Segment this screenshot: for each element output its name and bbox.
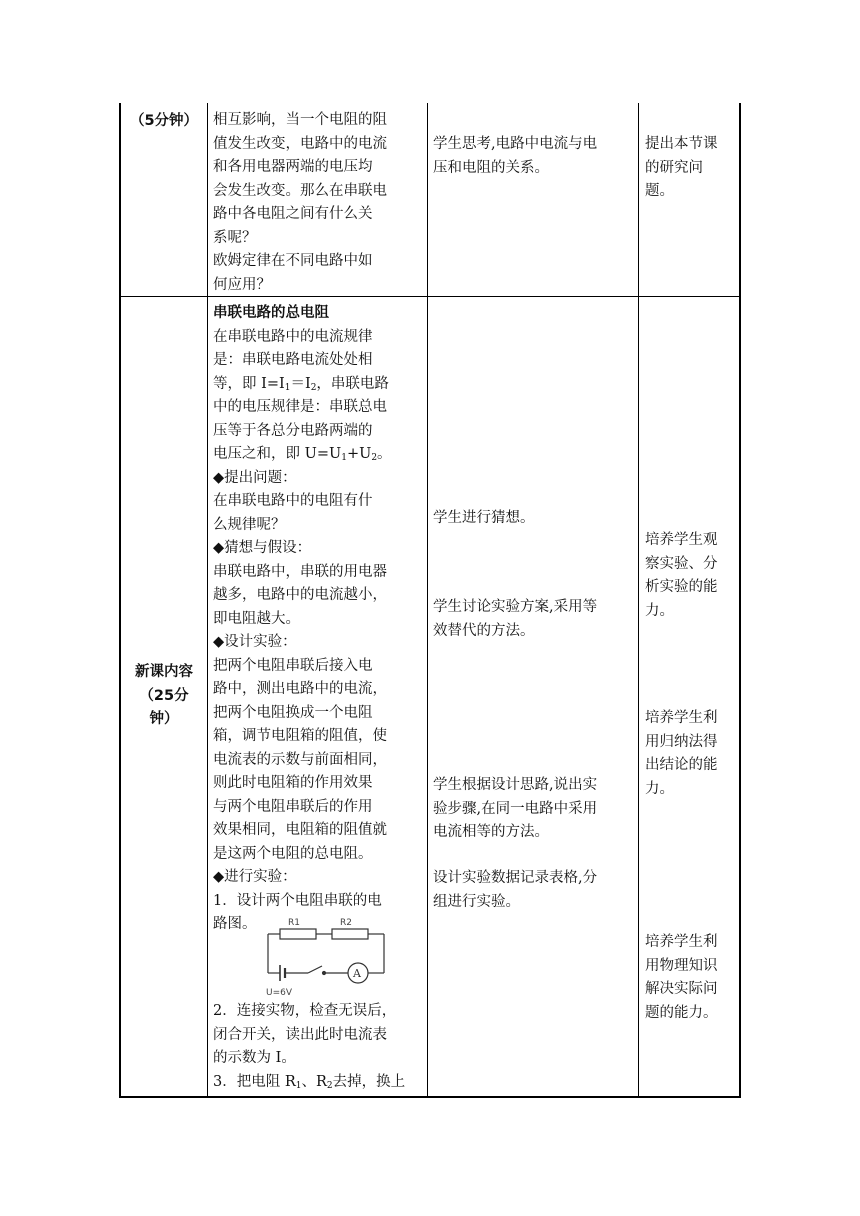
current-equation-line: 等，即 $I=I_1=I_2$，串联电路 [213, 375, 389, 393]
text-line: 闭合开关，读出此时电流表 [213, 1026, 387, 1043]
text-line: 中的电压规律是：串联总电 [213, 399, 387, 415]
text-line: ◆设计实验： [213, 634, 297, 650]
text-line: 路中，测出电路中的电流， [213, 681, 387, 697]
row2-content-cell-continued [213, 1000, 425, 1094]
text-line: 在串联电路中的电流规律 [213, 328, 373, 345]
row1-student-cell [433, 133, 637, 180]
row2-student-c [433, 774, 637, 845]
table-border-right [739, 103, 741, 1098]
text-line: 越多，电路中的电流越小， [213, 587, 387, 603]
text-line: 压等于各总分电路两端的 [213, 422, 373, 439]
text-line: 解决实际问 [645, 981, 718, 997]
text-line: 把两个电阻换成一个电阻 [213, 704, 373, 721]
text-line: 学生进行猜想。 [433, 510, 535, 526]
text-line: 把两个电阻串联后接入电 [213, 657, 373, 674]
text-line: 1．设计两个电阻串联的电 [213, 892, 382, 909]
text-line: 培养学生利 [645, 710, 718, 726]
section-title: 新课内容 [135, 664, 193, 680]
section-time: 钟） [149, 711, 179, 727]
text-line: 学生讨论实验方案,采用等 [433, 599, 598, 615]
text-line: 效果相同，电阻箱的阻值就 [213, 822, 387, 838]
row1-content-cell [213, 109, 425, 297]
text-line: 路图。 [213, 916, 257, 932]
text-line: 路中各电阻之间有什么关 [213, 206, 373, 222]
text-line: 系呢？ [213, 229, 257, 246]
ammeter-label: A [353, 967, 361, 980]
table-divider-col2 [427, 103, 428, 1098]
text-line: 与两个电阻串联后的作用 [213, 798, 373, 815]
text-line: 2．连接实物，检查无误后， [213, 1003, 397, 1019]
voltage-label: U=6V [266, 988, 293, 998]
row2-content-cell [213, 302, 425, 937]
text-line: 学生思考,电路中电流与电 [433, 136, 598, 152]
text-line: 培养学生利 [645, 934, 718, 950]
row1-intent-cell [645, 133, 737, 204]
text-line: ◆猜想与假设： [213, 540, 312, 556]
row2-intent-c [645, 931, 737, 1025]
voltage-equation-line: 电压之和，即 $U=U_1+U_2$。 [213, 446, 392, 463]
text-line: 相互影响，当一个电阻的阻 [213, 112, 387, 128]
text-line: 是这两个电阻的总电阻。 [213, 845, 373, 862]
text-line: 的研究问 [645, 159, 703, 176]
text-line: 提出本节课 [645, 136, 718, 152]
text-line: 欧姆定律在不同电路中如 [213, 253, 373, 269]
text-line: 会发生改变。那么在串联电 [213, 182, 387, 199]
r2-label: R2 [340, 918, 352, 928]
row2-section-cell [121, 661, 207, 732]
row2-intent-b [645, 707, 737, 801]
text-line: 则此时电阻箱的作用效果 [213, 775, 373, 791]
row1-time-label: （5分钟） [129, 113, 199, 129]
table-divider-col1 [207, 103, 208, 1098]
row2-intent-a [645, 529, 737, 623]
text-line: 和各用电器两端的电压均 [213, 159, 373, 175]
text-line: 电流相等的方法。 [433, 824, 549, 840]
text-line: 力。 [645, 602, 674, 619]
table-border-left [119, 103, 121, 1098]
row2-student-b [433, 596, 637, 643]
text-line: 电流表的示数与前面相同， [213, 751, 387, 768]
subsection-heading: 串联电路的总电阻 [213, 305, 329, 321]
text-line: 学生根据设计思路,说出实 [433, 777, 598, 793]
table-divider-col3 [638, 103, 639, 1098]
text-line: ◆提出问题： [213, 469, 297, 486]
text-line: 析实验的能 [645, 579, 718, 595]
text-line: 用物理知识 [645, 957, 718, 974]
section-time: （25分 [139, 687, 189, 704]
row1-time-cell [121, 110, 207, 134]
row2-student-d [433, 867, 637, 914]
r1-label: R1 [288, 918, 300, 928]
text-line: 出结论的能 [645, 757, 718, 773]
text-line: 用归纳法得 [645, 733, 718, 750]
text-line: 何应用？ [213, 276, 271, 293]
text-line: 串联电路中，串联的用电器 [213, 563, 387, 580]
step3-line: 3．把电阻 $R_1$、$R_2$去掉，换上 [213, 1073, 406, 1091]
text-line: 即电阻越大。 [213, 610, 300, 627]
text-line: 箱，调节电阻箱的阻值，使 [213, 728, 387, 744]
text-line: ◆进行实验： [213, 869, 297, 885]
text-line: 培养学生观 [645, 532, 718, 548]
text-line: 是：串联电路电流处处相 [213, 352, 373, 368]
text-line: 题的能力。 [645, 1004, 718, 1021]
text-line: 在串联电路中的电阻有什 [213, 493, 373, 509]
text-line: 效替代的方法。 [433, 622, 535, 639]
text-line: 的示数为 I。 [213, 1050, 296, 1066]
row2-student-a [433, 507, 637, 531]
series-circuit-diagram [252, 913, 402, 998]
text-line: 题。 [645, 183, 674, 199]
text-line: 么规律呢？ [213, 516, 286, 533]
text-line: 值发生改变，电路中的电流 [213, 135, 387, 152]
text-line: 设计实验数据记录表格,分 [433, 870, 598, 886]
table-border-bottom [119, 1096, 741, 1098]
text-line: 验步骤,在同一电路中采用 [433, 800, 598, 817]
text-line: 压和电阻的关系。 [433, 159, 549, 176]
text-line: 力。 [645, 780, 674, 797]
text-line: 察实验、分 [645, 555, 718, 572]
text-line: 组进行实验。 [433, 893, 520, 910]
